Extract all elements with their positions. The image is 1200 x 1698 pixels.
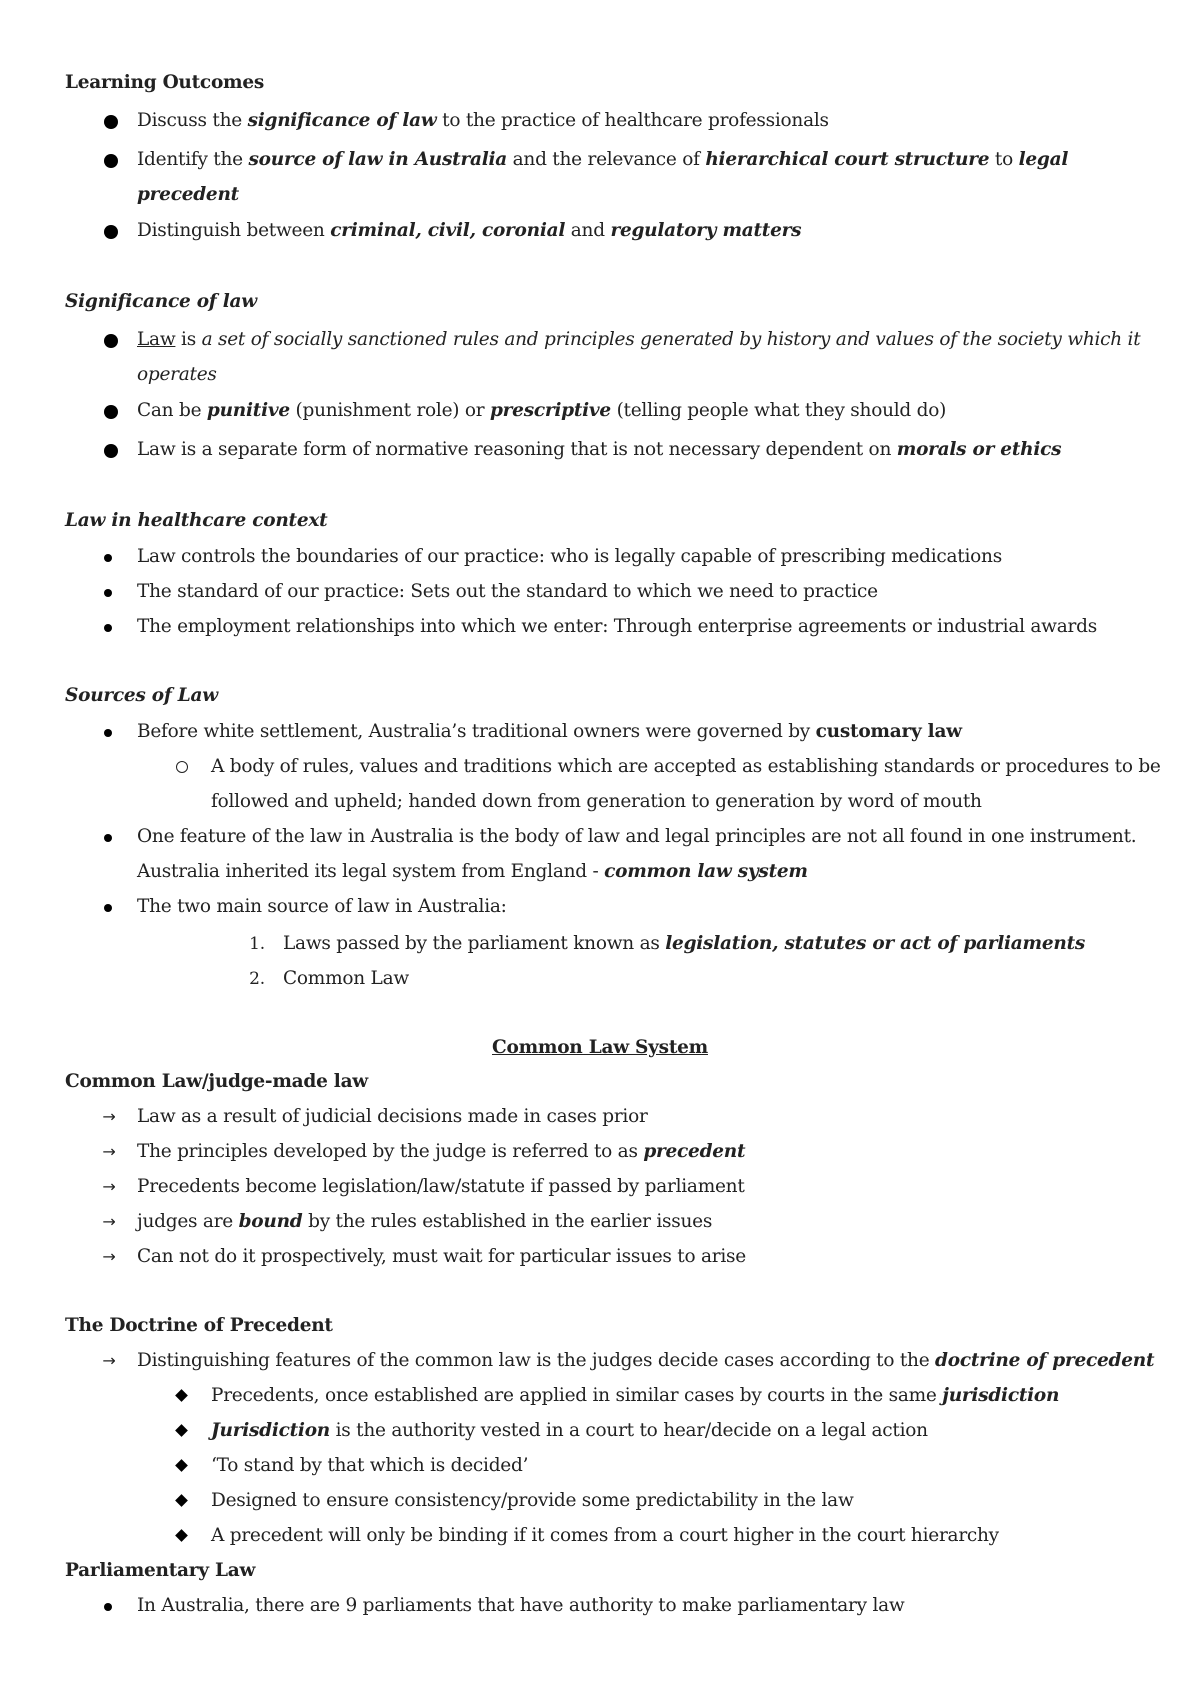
list-item: One feature of the law in Australia is the body of law and legal principles are not all found in one instrument. — [0, 820, 1200, 854]
bullet-icon — [104, 214, 118, 248]
bullet-icon — [102, 575, 114, 609]
diamond-bullet-icon — [175, 1379, 189, 1413]
right-arrow-icon: → — [102, 1351, 116, 1370]
list-item-continuation: operates — [137, 364, 217, 385]
arrow-item: → Law as a result of judicial decisions made in cases prior — [0, 1100, 1200, 1134]
diamond-bullet-icon — [175, 1484, 189, 1518]
list-item-continuation: Australia inherited its legal system from England - common law system — [137, 861, 808, 882]
section-heading-significance: Significance of law — [65, 291, 257, 312]
sub-list-item: A body of rules, values and traditions which are accepted as establishing standards or procedures to be — [0, 750, 1200, 784]
section-title-common-law-system: Common Law System — [492, 1037, 708, 1058]
section-heading-sources: Sources of Law — [65, 685, 218, 706]
sub-list-item: Precedents, once established are applied in similar cases by courts in the same jurisdiction — [0, 1379, 1200, 1413]
list-number: 2. — [249, 969, 265, 989]
diamond-bullet-icon — [175, 1449, 189, 1483]
list-item: Distinguish between criminal, civil, coronial and regulatory matters — [0, 214, 1200, 248]
numbered-item: 2. Common Law — [0, 962, 1200, 996]
section-heading-common-law: Common Law/judge-made law — [65, 1071, 368, 1092]
arrow-item: → judges are bound by the rules established in the earlier issues — [0, 1205, 1200, 1239]
bullet-icon — [102, 610, 114, 644]
arrow-item: → Distinguishing features of the common law is the judges decide cases according to the doctrine of precedent — [0, 1344, 1200, 1378]
section-heading-doctrine: The Doctrine of Precedent — [65, 1315, 333, 1336]
list-item: Before white settlement, Australia’s traditional owners were governed by customary law — [0, 715, 1200, 749]
right-arrow-icon: → — [102, 1212, 116, 1231]
arrow-item: → The principles developed by the judge is referred to as precedent — [0, 1135, 1200, 1169]
list-item: Discuss the significance of law to the practice of healthcare professionals — [0, 104, 1200, 138]
sub-list-item: ‘To stand by that which is decided’ — [0, 1449, 1200, 1483]
hollow-circle-icon — [176, 750, 190, 784]
list-item: Law is a set of socially sanctioned rules and principles generated by history and values of the society which it — [0, 323, 1200, 357]
list-item: The employment relationships into which we enter: Through enterprise agreements or industrial awards — [0, 610, 1200, 644]
bullet-icon — [102, 1589, 114, 1623]
right-arrow-icon: → — [102, 1177, 116, 1196]
bullet-icon — [104, 394, 118, 428]
list-item: Identify the source of law in Australia and the relevance of hierarchical court structure to legal — [0, 143, 1200, 177]
bullet-icon — [104, 104, 118, 138]
bullet-icon — [102, 540, 114, 574]
bullet-icon — [102, 715, 114, 749]
bullet-icon — [102, 890, 114, 924]
list-item: The two main source of law in Australia: — [0, 890, 1200, 924]
diamond-bullet-icon — [175, 1414, 189, 1448]
numbered-item: 1. Laws passed by the parliament known as legislation, statutes or act of parliaments — [0, 927, 1200, 961]
list-item: Law is a separate form of normative reasoning that is not necessary dependent on morals or ethics — [0, 433, 1200, 467]
right-arrow-icon: → — [102, 1107, 116, 1126]
arrow-item: → Can not do it prospectively, must wait for particular issues to arise — [0, 1240, 1200, 1274]
section-heading-parliamentary: Parliamentary Law — [65, 1560, 256, 1581]
bullet-icon — [104, 323, 118, 357]
list-item-continuation: precedent — [137, 184, 239, 205]
arrow-item: → Precedents become legislation/law/statute if passed by parliament — [0, 1170, 1200, 1204]
list-item: Law controls the boundaries of our practice: who is legally capable of prescribing medications — [0, 540, 1200, 574]
right-arrow-icon: → — [102, 1142, 116, 1161]
bullet-icon — [104, 433, 118, 467]
list-item: Can be punitive (punishment role) or prescriptive (telling people what they should do) — [0, 394, 1200, 428]
diamond-bullet-icon — [175, 1519, 189, 1553]
section-heading-healthcare: Law in healthcare context — [65, 510, 328, 531]
sub-list-item-continuation: followed and upheld; handed down from generation to generation by word of mouth — [211, 791, 982, 812]
sub-list-item: Jurisdiction is the authority vested in a court to hear/decide on a legal action — [0, 1414, 1200, 1448]
bullet-icon — [102, 820, 114, 854]
sub-list-item: Designed to ensure consistency/provide some predictability in the law — [0, 1484, 1200, 1518]
bullet-icon — [104, 143, 118, 177]
list-number: 1. — [249, 934, 265, 954]
right-arrow-icon: → — [102, 1247, 116, 1266]
section-heading-learning-outcomes: Learning Outcomes — [65, 72, 265, 93]
list-item: The standard of our practice: Sets out the standard to which we need to practice — [0, 575, 1200, 609]
sub-list-item: A precedent will only be binding if it comes from a court higher in the court hierarchy — [0, 1519, 1200, 1553]
list-item: In Australia, there are 9 parliaments that have authority to make parliamentary law — [0, 1589, 1200, 1623]
